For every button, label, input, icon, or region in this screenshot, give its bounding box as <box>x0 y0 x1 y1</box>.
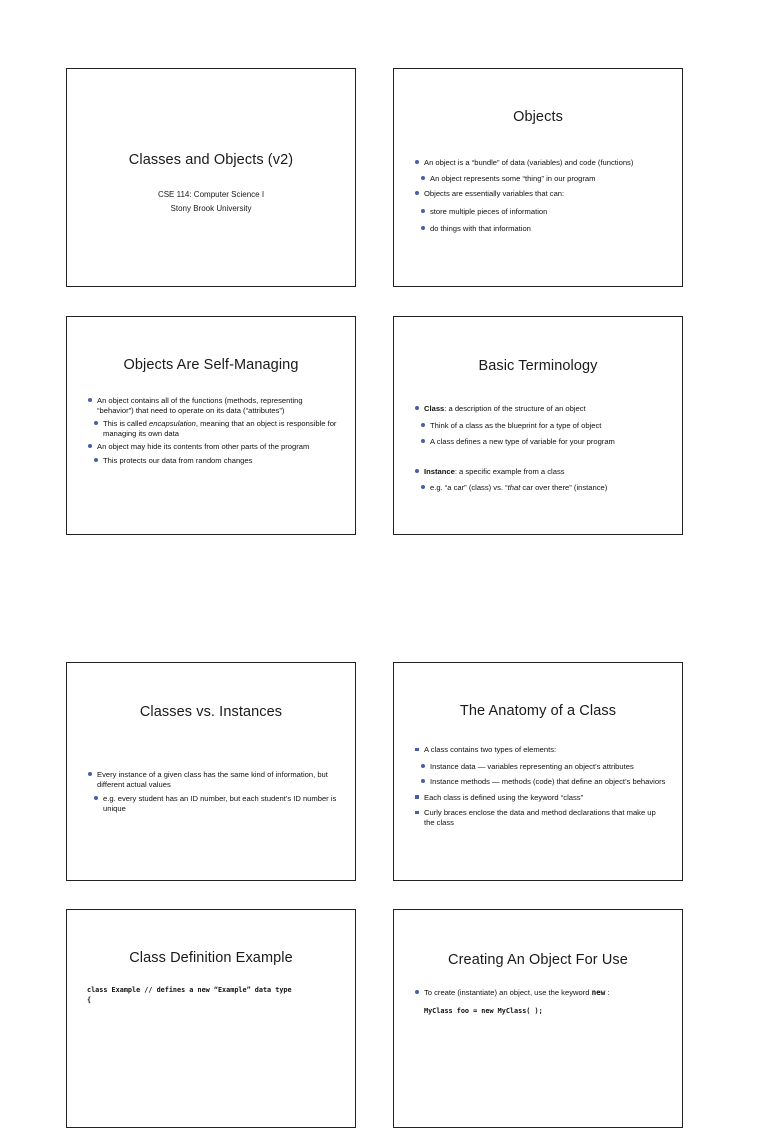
bullet-icon <box>421 423 425 427</box>
slide-2 <box>393 68 683 287</box>
slide-title: Classes and Objects (v2) <box>128 152 294 168</box>
slide-title: Objects Are Self-Managing <box>123 357 299 373</box>
bullet-icon <box>415 191 419 195</box>
bullet: To create (instantiate) an object, use the keyword new : <box>414 988 668 998</box>
code-line: MyClass foo = new MyClass( ); <box>424 1007 543 1015</box>
slide-subtitle-course: CSE 114: Computer Science I <box>157 190 265 199</box>
sub-bullet: This is called encapsulation, meaning that an object is responsible for managing its own data <box>93 419 341 438</box>
slide-1 <box>66 68 356 287</box>
encapsulation-term: encapsulation <box>149 419 196 429</box>
slide-title: Basic Terminology <box>478 358 598 374</box>
code-line: { <box>87 996 92 1004</box>
bullet-icon <box>421 764 425 768</box>
code-keyword: new <box>591 988 606 997</box>
sub-bullet: A class defines a new type of variable for your program <box>420 437 668 447</box>
slide-8 <box>393 909 683 1128</box>
slide-3 <box>66 316 356 535</box>
bullet-icon <box>415 990 419 994</box>
bullet-icon <box>421 439 425 443</box>
bullet: A class contains two types of elements: <box>414 745 668 755</box>
sub-bullet: Think of a class as the blueprint for a type of object <box>420 421 668 431</box>
bullet: Each class is defined using the keyword “class” <box>414 793 668 803</box>
bullet: Class: a description of the structure of an object <box>414 404 668 414</box>
slide-subtitle-university: Stony Brook University <box>170 204 252 213</box>
bullet: An object may hide its contents from other parts of the program <box>87 442 341 452</box>
bullet: An object contains all of the functions (methods, representing “behavior”) that need to operate on its data (“attributes”) <box>87 396 341 415</box>
bullet-icon <box>421 485 425 489</box>
bullet-icon <box>421 226 425 230</box>
bullet-icon <box>415 748 419 752</box>
slide-7 <box>66 909 356 1128</box>
bullet: Objects are essentially variables that can: <box>414 189 668 199</box>
bullet-icon <box>421 176 425 180</box>
slide-5 <box>66 662 356 881</box>
bullet-icon <box>415 160 419 164</box>
sub-bullet: Instance methods — methods (code) that define an object’s behaviors <box>420 777 668 787</box>
bullet-icon <box>94 421 98 425</box>
bullet-icon <box>415 795 419 799</box>
code-line: class Example // defines a new “Example” data type <box>87 986 292 994</box>
slide-title: The Anatomy of a Class <box>459 703 617 719</box>
sub-bullet: Instance data — variables representing an object’s attributes <box>420 762 668 772</box>
bullet-icon <box>415 406 419 410</box>
slide-4 <box>393 316 683 535</box>
bullet-icon <box>88 398 92 402</box>
sub-bullet: This protects our data from random changes <box>93 456 341 466</box>
bullet-icon <box>88 772 92 776</box>
bullet: Every instance of a given class has the same kind of information, but different actual values <box>87 770 341 789</box>
bullet-icon <box>421 779 425 783</box>
sub-bullet: store multiple pieces of information <box>420 207 668 217</box>
slide-title: Creating An Object For Use <box>448 952 628 968</box>
sub-bullet: do things with that information <box>420 224 668 234</box>
sub-bullet: e.g. “a car” (class) vs. “that car over there” (instance) <box>420 483 668 493</box>
slide-6 <box>393 662 683 881</box>
bullet-icon <box>415 811 419 815</box>
bullet-icon <box>421 209 425 213</box>
slide-title: Classes vs. Instances <box>139 704 283 720</box>
bullet-icon <box>415 469 419 473</box>
bullet-icon <box>94 458 98 462</box>
slide-title: Objects <box>513 109 563 125</box>
slide-title: Class Definition Example <box>129 950 293 966</box>
bullet: An object is a “bundle” of data (variables) and code (functions) <box>414 158 668 168</box>
bullet-icon <box>94 796 98 800</box>
bullet-icon <box>88 444 92 448</box>
bullet: Curly braces enclose the data and method declarations that make up the class <box>414 808 668 827</box>
bullet: Instance: a specific example from a class <box>414 467 668 477</box>
sub-bullet: An object represents some “thing” in our program <box>420 174 668 184</box>
sub-bullet: e.g. every student has an ID number, but each student’s ID number is unique <box>93 794 341 813</box>
